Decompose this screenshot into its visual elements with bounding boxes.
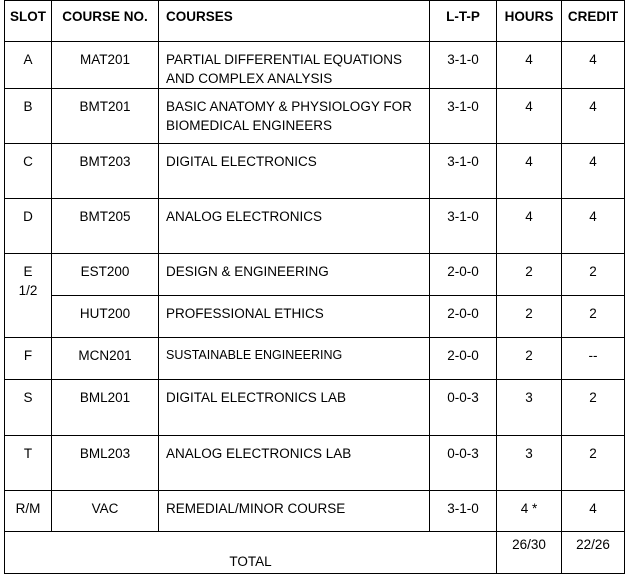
course-no-cell: EST200 <box>52 254 159 296</box>
course-name-cell: PROFESSIONAL ETHICS <box>159 296 430 338</box>
total-row <box>5 532 625 574</box>
slot-cell: F <box>5 338 52 380</box>
ltp-cell: 3-1-0 <box>430 144 497 199</box>
header-courses: COURSES <box>159 1 430 42</box>
ltp-cell: 0-0-3 <box>430 380 497 436</box>
total-hours: 26/30 <box>497 532 562 574</box>
credit-cell: 4 <box>562 89 625 144</box>
ltp-cell: 3-1-0 <box>430 89 497 144</box>
slot-sub: 1/2 <box>18 283 38 298</box>
course-no-cell: HUT200 <box>52 296 159 338</box>
slot-cell: B <box>5 89 52 144</box>
total-credit: 22/26 <box>562 532 625 574</box>
header-course-no: COURSE NO. <box>52 1 159 42</box>
course-name-cell: ANALOG ELECTRONICS LAB <box>159 436 430 491</box>
slot-cell-merged <box>5 254 52 338</box>
table-row <box>5 338 625 380</box>
credit-cell: 2 <box>562 380 625 436</box>
course-no-cell: MCN201 <box>52 338 159 380</box>
course-name-cell: BASIC ANATOMY & PHYSIOLOGY FOR BIOMEDICAL ENGINEERS <box>159 89 430 144</box>
slot-letter: E <box>23 264 33 279</box>
table-header-row <box>5 1 625 42</box>
header-ltp: L-T-P <box>430 1 497 42</box>
table-row <box>5 144 625 199</box>
ltp-cell: 2-0-0 <box>430 254 497 296</box>
hours-cell: 2 <box>497 254 562 296</box>
hours-cell: 2 <box>497 338 562 380</box>
course-name-cell: DIGITAL ELECTRONICS LAB <box>159 380 430 436</box>
table-row <box>5 491 625 532</box>
table-row <box>5 42 625 89</box>
ltp-cell: 3-1-0 <box>430 42 497 89</box>
hours-cell: 4 <box>497 144 562 199</box>
credit-cell: 2 <box>562 254 625 296</box>
header-credit: CREDIT <box>562 1 625 42</box>
total-label: TOTAL <box>5 532 497 574</box>
ltp-cell: 0-0-3 <box>430 436 497 491</box>
course-no-cell: BML201 <box>52 380 159 436</box>
hours-cell: 2 <box>497 296 562 338</box>
course-name-cell: SUSTAINABLE ENGINEERING <box>159 338 430 380</box>
slot-cell: R/M <box>5 491 52 532</box>
header-slot: SLOT <box>5 1 52 42</box>
hours-cell: 4 <box>497 199 562 254</box>
credit-cell: 4 <box>562 491 625 532</box>
course-no-cell: BMT205 <box>52 199 159 254</box>
credit-cell: 2 <box>562 436 625 491</box>
course-name-cell: REMEDIAL/MINOR COURSE <box>159 491 430 532</box>
slot-cell: A <box>5 42 52 89</box>
hours-cell: 4 * <box>497 491 562 532</box>
slot-cell: C <box>5 144 52 199</box>
table-row <box>5 89 625 144</box>
hours-cell: 4 <box>497 42 562 89</box>
header-hours: HOURS <box>497 1 562 42</box>
table-row <box>5 199 625 254</box>
credit-cell: -- <box>562 338 625 380</box>
course-table <box>4 0 625 574</box>
course-name-cell: ANALOG ELECTRONICS <box>159 199 430 254</box>
slot-cell: S <box>5 380 52 436</box>
hours-cell: 4 <box>497 89 562 144</box>
hours-cell: 3 <box>497 436 562 491</box>
table-row <box>5 436 625 491</box>
credit-cell: 4 <box>562 144 625 199</box>
table-row <box>5 296 625 338</box>
slot-cell: D <box>5 199 52 254</box>
hours-cell: 3 <box>497 380 562 436</box>
table-row <box>5 380 625 436</box>
course-name-cell: DESIGN & ENGINEERING <box>159 254 430 296</box>
course-no-cell: BMT203 <box>52 144 159 199</box>
table-row <box>5 254 625 296</box>
course-name-cell: DIGITAL ELECTRONICS <box>159 144 430 199</box>
course-no-cell: MAT201 <box>52 42 159 89</box>
ltp-cell: 2-0-0 <box>430 296 497 338</box>
ltp-cell: 3-1-0 <box>430 199 497 254</box>
credit-cell: 4 <box>562 42 625 89</box>
course-no-cell: BML203 <box>52 436 159 491</box>
credit-cell: 4 <box>562 199 625 254</box>
ltp-cell: 2-0-0 <box>430 338 497 380</box>
course-no-cell: BMT201 <box>52 89 159 144</box>
credit-cell: 2 <box>562 296 625 338</box>
ltp-cell: 3-1-0 <box>430 491 497 532</box>
slot-cell: T <box>5 436 52 491</box>
course-no-cell: VAC <box>52 491 159 532</box>
course-name-cell: PARTIAL DIFFERENTIAL EQUATIONS AND COMPLEX ANALYSIS <box>159 42 430 89</box>
